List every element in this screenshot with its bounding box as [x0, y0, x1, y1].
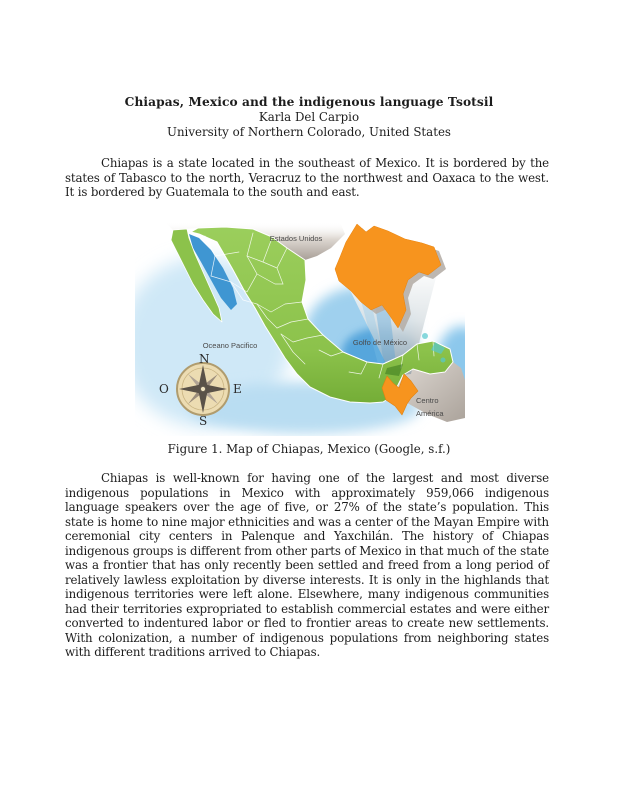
- label-oceano-pacifico: Oceano Pacifico: [202, 341, 258, 350]
- figure-caption: Figure 1. Map of Chiapas, Mexico (Google, s.f.): [167, 442, 451, 456]
- compass-south-label: S: [199, 414, 208, 428]
- body-paragraph: Chiapas is well-known for having one of the largest and most diverse indigenous populations in Mexico with approximately 959,066 indigenous language speakers over the age of five, or 27% of the state’s population. This state is home to nine major ethnicities and was a center of the Mayan Empire with ceremonial city centers in Palenque and Yaxchilán. The history of Chiapas indigenous groups is different from other parts of Mexico in that much of the state was a frontier that has only recently been settled and freed from a long period of relatively lawless exploitation by diverse interests. It is only in the highlands that indigenous territories were left alone. Elsewhere, many indigenous communities had their territories expropriated to establish commercial estates and were either converted to indentured labor or fled to frontier areas to create new settlements. With colonization, a number of indigenous populations from neighboring states with different traditions arrived to Chiapas.: [65, 471, 549, 659]
- compass-east-label: E: [233, 382, 242, 396]
- label-golfo-de-mexico: Golfo de México: [352, 338, 408, 347]
- author-affiliation: University of Northern Colorado, United States: [167, 125, 451, 139]
- page-title: Chiapas, Mexico and the indigenous language Tsotsil: [124, 95, 494, 109]
- intro-paragraph: Chiapas is a state located in the southeast of Mexico. It is bordered by the states of Tabasco to the north, Veracruz to the northwest and Oaxaca to the west. It is bordered by Guatemala to the south and east.: [65, 156, 549, 199]
- label-estados-unidos: Estados Unidos: [269, 234, 323, 243]
- chiapas-map-figure: [135, 222, 465, 436]
- map-image: [135, 222, 465, 436]
- svg-text:Centro: Centro: [416, 396, 439, 405]
- compass-north-label: N: [199, 352, 210, 366]
- svg-text:América: América: [416, 409, 444, 418]
- heading-block: [65, 95, 553, 140]
- compass-west-label: O: [159, 382, 169, 396]
- author-name: Karla Del Carpio: [258, 110, 360, 124]
